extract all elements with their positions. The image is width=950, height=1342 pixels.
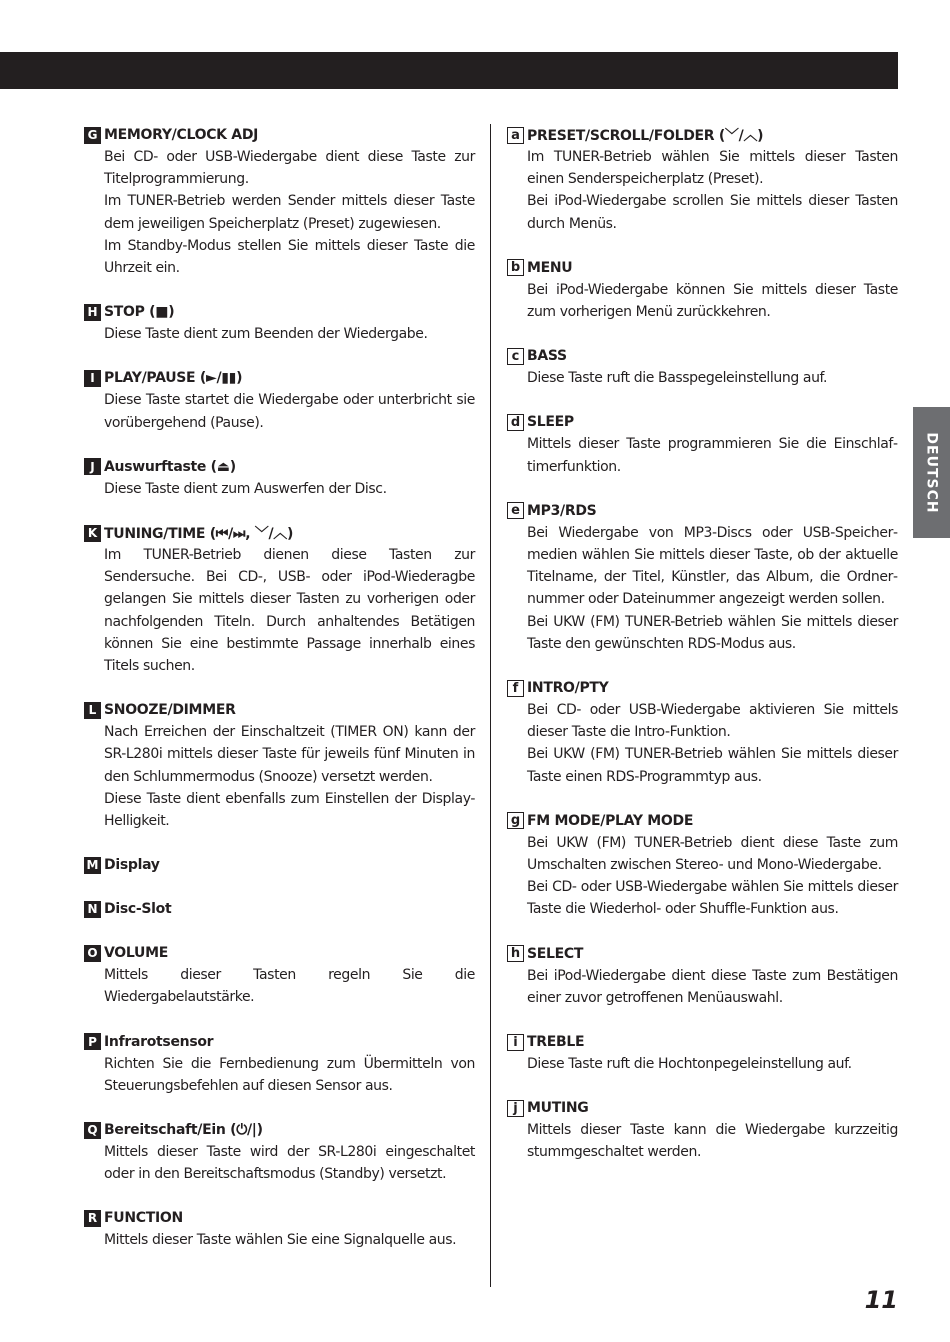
control-entry-heading xyxy=(507,943,898,965)
control-description xyxy=(104,1141,475,1185)
control-description xyxy=(104,389,475,433)
control-name: INTRO/PTY xyxy=(527,680,609,697)
control-entry-heading xyxy=(84,1119,475,1141)
control-name: MP3/RDS xyxy=(527,502,597,519)
description-paragraph: Mittels dieser Taste programmieren Sie die Einschlaftimerfunktion. xyxy=(527,436,898,475)
control-entry-heading xyxy=(507,257,898,279)
callout-letter-badge: h xyxy=(507,945,524,962)
control-description xyxy=(104,1229,475,1251)
description-paragraph: Bei iPod-Wiedergabe scrollen Sie mittels dieser Tasten durch Menüs. xyxy=(527,193,898,232)
control-entry xyxy=(84,1207,475,1251)
control-description xyxy=(104,721,475,832)
control-name: VOLUME xyxy=(104,945,168,962)
description-paragraph: Im TUNER-Betrieb dienen diese Tasten zur Sendersuche. Bei CD-, USB- oder iPod-Wiederagbe gelangen Sie mittels dieser Tasten zu vorherigen oder nachfolgenden Titeln. Durch anhaltendes Betätigen können Sie eine bestimmte Passage innerhalb eines Titels suchen. xyxy=(104,547,475,675)
control-entry-heading xyxy=(84,942,475,964)
control-entry xyxy=(84,522,475,677)
control-entry-heading xyxy=(84,367,475,389)
control-entry xyxy=(84,854,475,876)
callout-letter-badge: f xyxy=(507,680,524,697)
control-name: Auswurftaste (⏏) xyxy=(104,458,236,475)
page-number: 11 xyxy=(864,1286,898,1314)
control-entry-heading xyxy=(507,411,898,433)
callout-letter-badge: j xyxy=(507,1100,524,1117)
description-paragraph: Bei CD- oder USB-Wiedergabe aktivieren Sie mittels dieser Taste die Intro-Funktion. xyxy=(527,702,898,741)
control-description xyxy=(527,832,898,921)
description-paragraph: Mittels dieser Taste wählen Sie eine Signalquelle aus. xyxy=(104,1232,457,1249)
control-description xyxy=(527,367,898,389)
callout-letter-badge: g xyxy=(507,812,524,829)
callout-letter-badge: R xyxy=(84,1210,101,1227)
control-description xyxy=(104,544,475,677)
control-description xyxy=(527,1119,898,1163)
description-paragraph: Mittels dieser Tasten regeln Sie die Wiedergabelautstärke. xyxy=(104,967,475,1006)
control-name: FM MODE/PLAY MODE xyxy=(527,812,694,829)
control-entry xyxy=(507,345,898,389)
control-entry xyxy=(507,1031,898,1075)
description-paragraph: Bei CD- oder USB-Wiedergabe wählen Sie mittels dieser Taste die Wiederhol- oder Shuffle-Funktion aus. xyxy=(527,879,898,918)
control-entry xyxy=(507,810,898,921)
callout-letter-badge: d xyxy=(507,414,524,431)
control-name: Disc-Slot xyxy=(104,901,172,918)
control-description xyxy=(527,433,898,477)
control-entry-heading xyxy=(507,345,898,367)
control-entry-heading xyxy=(84,699,475,721)
control-entry xyxy=(84,1119,475,1185)
callout-letter-badge: L xyxy=(84,702,101,719)
control-entry xyxy=(507,500,898,655)
control-name: SELECT xyxy=(527,945,584,962)
callout-letter-badge: G xyxy=(84,127,101,144)
control-description xyxy=(527,522,898,655)
control-description xyxy=(104,478,475,500)
control-entry-heading xyxy=(84,898,475,920)
control-name: Infrarotsensor xyxy=(104,1033,214,1050)
control-name: Bereitschaft/Ein (⏻/|) xyxy=(104,1122,263,1139)
control-entry-heading xyxy=(507,677,898,699)
callout-letter-badge: P xyxy=(84,1033,101,1050)
callout-letter-badge: H xyxy=(84,304,101,321)
control-name: BASS xyxy=(527,348,567,365)
control-entry-heading xyxy=(84,456,475,478)
control-description xyxy=(527,1053,898,1075)
description-paragraph: Im Standby-Modus stellen Sie mittels dieser Taste die Uhrzeit ein. xyxy=(104,237,475,277)
description-paragraph: Diese Taste dient zum Beenden der Wiedergabe. xyxy=(104,326,428,343)
control-entry xyxy=(507,257,898,323)
callout-letter-badge: Q xyxy=(84,1122,101,1139)
control-name: TREBLE xyxy=(527,1034,585,1051)
control-entry-heading xyxy=(84,854,475,876)
control-entry xyxy=(84,898,475,920)
description-paragraph: Diese Taste dient zum Auswerfen der Disc. xyxy=(104,480,387,497)
control-name: PLAY/PAUSE (►/▮▮) xyxy=(104,370,243,387)
control-entry-heading xyxy=(84,1031,475,1053)
callout-letter-badge: K xyxy=(84,525,101,542)
control-entry xyxy=(507,1097,898,1163)
description-paragraph: Diese Taste ruft die Hochtonpegeleinstellung auf. xyxy=(527,1056,852,1073)
control-description xyxy=(104,1053,475,1097)
control-entry xyxy=(84,367,475,433)
description-paragraph: Nach Erreichen der Einschaltzeit (TIMER ON) kann der SR-L280i mittels dieser Taste für jeweils fünf Minuten in den Schlummermodus (Snooze) versetzt werden. xyxy=(104,724,475,785)
control-name: FUNCTION xyxy=(104,1210,183,1227)
language-tab xyxy=(913,407,950,538)
description-paragraph: Im TUNER-Betrieb werden Sender mittels dieser Taste dem jeweiligen Speicherplatz (Preset) zugewiesen. xyxy=(104,193,475,232)
description-paragraph: Bei iPod-Wiedergabe können Sie mittels dieser Taste zum vorherigen Menü zurückkehren. xyxy=(527,281,898,321)
description-paragraph: Mittels dieser Taste wird der SR-L280i eingeschaltet oder in den Bereitschaftsmodus (Standby) versetzt. xyxy=(104,1144,475,1183)
control-entry xyxy=(507,677,898,788)
callout-letter-badge: O xyxy=(84,945,101,962)
control-name: PRESET/SCROLL/FOLDER (﹀/︿) xyxy=(527,128,764,144)
callout-letter-badge: N xyxy=(84,901,101,918)
control-entry-heading xyxy=(84,1207,475,1229)
control-name: MENU xyxy=(527,259,573,276)
control-entry xyxy=(84,942,475,1008)
control-name: TUNING/TIME (⏮/⏭, ﹀/︿) xyxy=(104,526,294,543)
callout-letter-badge: i xyxy=(507,1034,524,1051)
callout-letter-badge: I xyxy=(84,370,101,387)
control-entry-heading xyxy=(507,1031,898,1053)
control-description xyxy=(104,964,475,1008)
control-entry-heading xyxy=(84,301,475,323)
control-entry xyxy=(84,1031,475,1097)
control-name: MEMORY/CLOCK ADJ xyxy=(104,127,259,143)
callout-letter-badge: a xyxy=(507,127,524,144)
control-name: SLEEP xyxy=(527,414,574,431)
control-description xyxy=(527,279,898,323)
description-paragraph: Bei UKW (FM) TUNER-Betrieb wählen Sie mittels dieser Taste den gewünschten RDS-Modus aus. xyxy=(527,613,898,652)
control-entry xyxy=(507,411,898,477)
callout-letter-badge: e xyxy=(507,502,524,519)
control-description xyxy=(527,146,898,235)
description-paragraph: Bei iPod-Wiedergabe dient diese Taste zum Bestätigen einer zuvor getroffenen Menüauswahl. xyxy=(527,967,898,1006)
control-entry-heading xyxy=(507,124,898,146)
control-description xyxy=(104,146,475,279)
control-entry-heading xyxy=(84,522,475,544)
control-name: Display xyxy=(104,857,160,874)
header-bar xyxy=(0,52,898,89)
control-entry xyxy=(84,301,475,345)
callout-letter-badge: b xyxy=(507,259,524,276)
right-column xyxy=(507,124,898,1186)
description-paragraph: Diese Taste dient ebenfalls zum Einstellen der Display-Helligkeit. xyxy=(104,790,475,830)
description-paragraph: Diese Taste startet die Wiedergabe oder unterbricht sie vorübergehend (Pause). xyxy=(104,392,475,431)
callout-letter-badge: J xyxy=(84,458,101,475)
control-name: STOP (■) xyxy=(104,304,175,321)
description-paragraph: Diese Taste ruft die Basspegeleinstellung auf. xyxy=(527,370,828,387)
control-name: MUTING xyxy=(527,1100,589,1117)
description-paragraph: Bei UKW (FM) TUNER-Betrieb wählen Sie mittels dieser Taste einen RDS-Programmtyp aus. xyxy=(527,746,898,785)
description-paragraph: Bei Wiedergabe von MP3-Discs oder USB-Speichermedien wählen Sie mittels dieser Taste, ob der aktuelle Titelname, der Titel, Künstler, das Album, die Ordnernummer oder Dateinummer angezeigt werden sollen. xyxy=(527,524,898,608)
control-description xyxy=(104,323,475,345)
control-entry-heading xyxy=(507,1097,898,1119)
control-entry xyxy=(84,124,475,279)
control-description xyxy=(527,699,898,788)
callout-letter-badge: M xyxy=(84,857,101,874)
control-entry-heading xyxy=(507,500,898,522)
description-paragraph: Im TUNER-Betrieb wählen Sie mittels dieser Tasten einen Senderspeicherplatz (Preset). xyxy=(527,149,898,188)
left-column xyxy=(84,124,475,1274)
column-divider xyxy=(490,124,491,1287)
description-paragraph: Bei CD- oder USB-Wiedergabe dient diese Taste zur Titelprogrammierung. xyxy=(104,149,475,188)
control-entry xyxy=(507,124,898,235)
callout-letter-badge: c xyxy=(507,348,524,365)
description-paragraph: Mittels dieser Taste kann die Wiedergabe kurzzeitig stummgeschaltet werden. xyxy=(527,1122,898,1161)
control-entry-heading xyxy=(84,124,475,146)
control-entry xyxy=(84,456,475,500)
description-paragraph: Bei UKW (FM) TUNER-Betrieb dient diese Taste zum Umschalten zwischen Stereo- und Mono-Wiedergabe. xyxy=(527,834,898,874)
control-name: SNOOZE/DIMMER xyxy=(104,702,236,719)
language-tab-label: DEUTSCH xyxy=(923,431,940,514)
control-entry xyxy=(84,699,475,832)
description-paragraph: Richten Sie die Fernbedienung zum Übermitteln von Steuerungsbefehlen auf diesen Sensor aus. xyxy=(104,1055,475,1094)
control-entry xyxy=(507,943,898,1009)
control-entry-heading xyxy=(507,810,898,832)
control-description xyxy=(527,965,898,1009)
